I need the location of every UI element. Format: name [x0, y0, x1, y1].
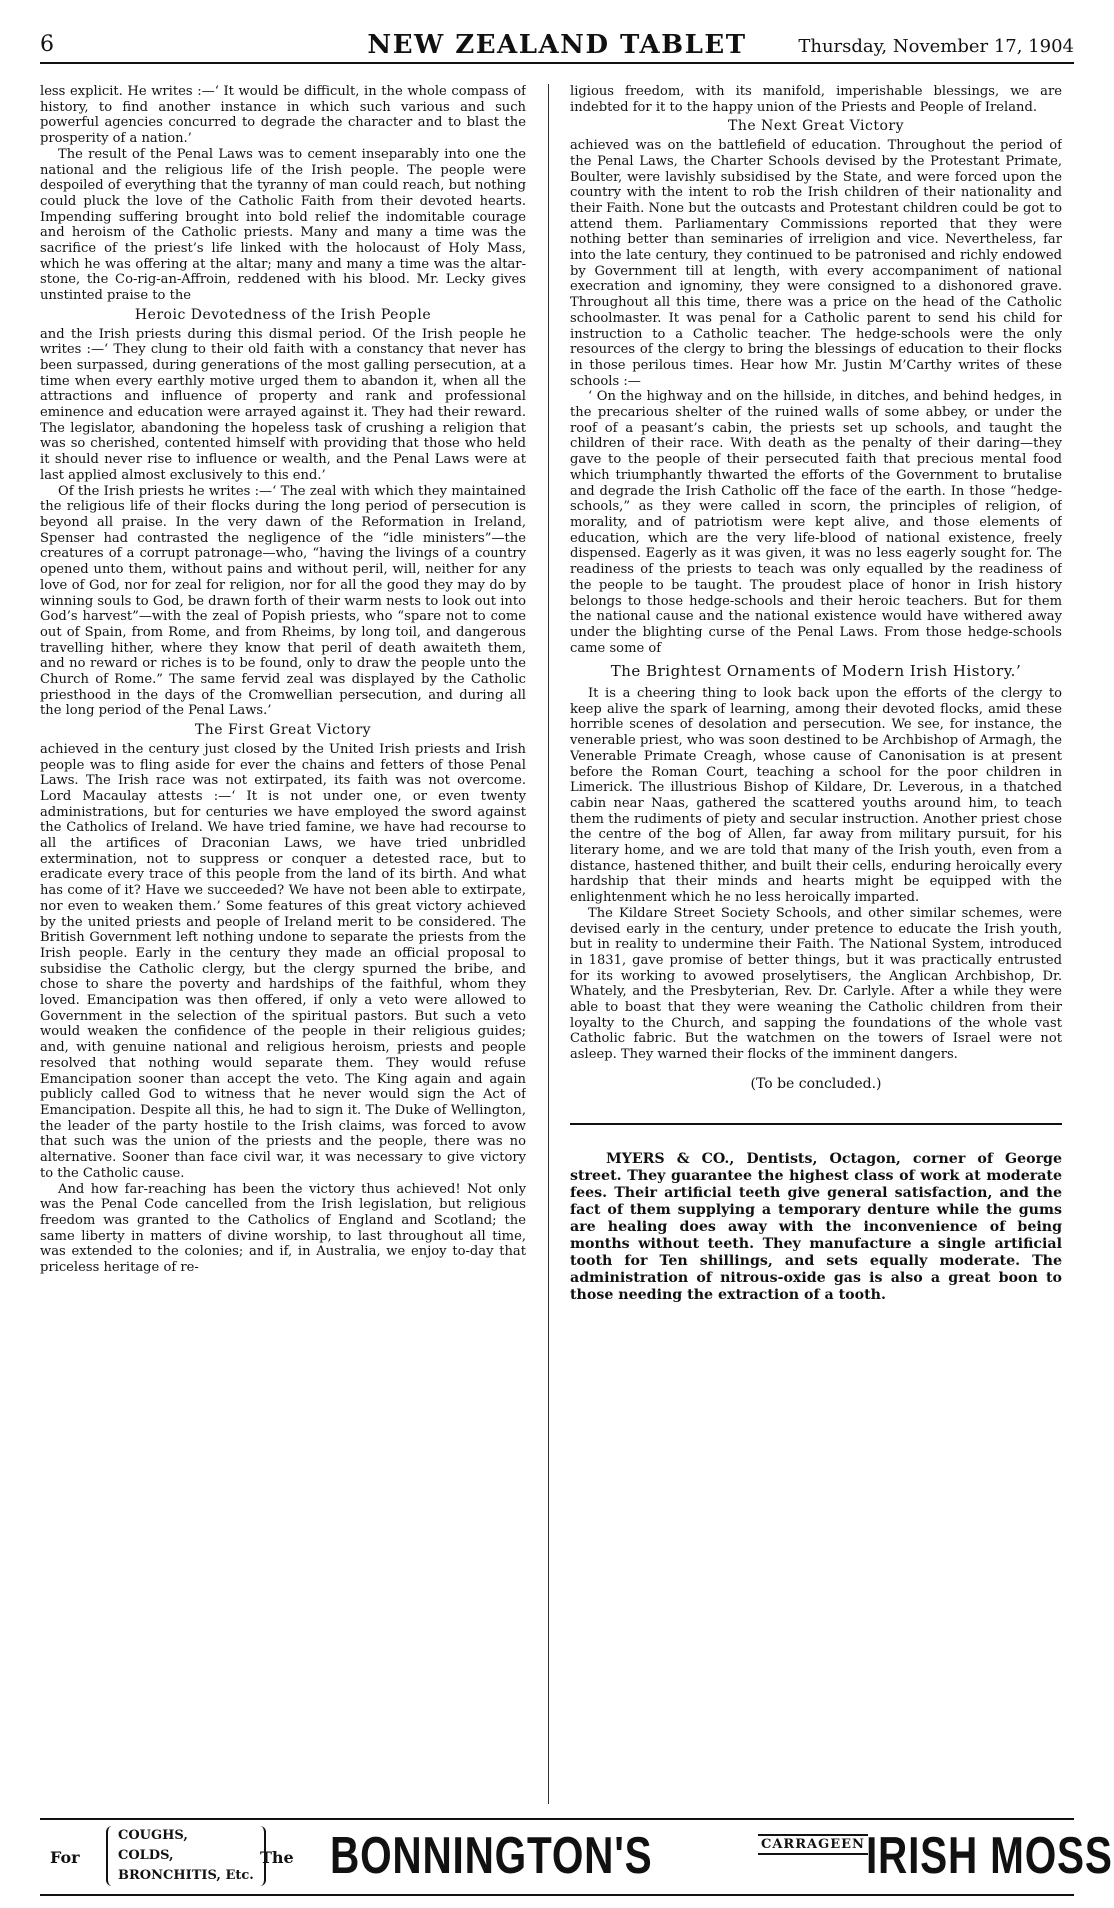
issue-date: Thursday, November 17, 1904 [798, 36, 1074, 57]
product-name: IRISH MOSS [866, 1827, 1113, 1885]
paragraph: less explicit. He writes :—‘ It would be difficult, in the whole compass of history, to find another instance in which such various and such powerful agencies concurred to degrade the character and to blast the prosperity of a nation.’ [40, 84, 526, 147]
section-heading: The Brightest Ornaments of Modern Irish History.’ [610, 662, 1022, 681]
paragraph: achieved in the century just closed by the United Irish priests and Irish people was to fling aside for ever the chains and fetters of those Penal Laws. The Irish race was not extirpated, its faith was not overcome. Lord Macaulay attests :—‘ It is not under one, or even twenty administrations, but for centuries we have employed the sword against the Catholics of Ireland. We have tried famine, we have had recourse to all the artifices of Draconian Laws, we have tried unbridled extermination, not to suppress or conquer a detested race, but to eradicate every trace of this people from the land of its birth. And what has come of it? Have we succeeded? We have not been able to extirpate, nor even to weaken them.’ Some features of this great victory achieved by the united priests and people of Ireland merit to be considered. The British Government left nothing undone to separate the priests from the Irish people. Early in the century they made an official proposal to subsidise the Catholic clergy, but the clergy spurned the bribe, and chose to share the poverty and hardships of the faithful, whom they loved. Emancipation was then offered, if only a veto were allowed to Government in the selection of the spiritual pastors. But such a veto would weaken the confidence of the people in their religious guides; and, with genuine national and religious heroism, priests and people resolved that nothing would separate them. They would refuse Emancipation sooner than accept the veto. The King again and again publicly called God to witness that he never would sign the Act of Emancipation. Despite all this, he had to sign it. The Duke of Wellington, the leader of the party hostile to the Irish claims, was forced to avow that such was the union of the priests and the people, there was no alternative. Sooner than face civil war, it was necessary to give victory to the Catholic cause. [40, 741, 526, 1181]
dentist-advert [570, 1151, 1062, 1304]
carrageen-label: CARRAGEEN [758, 1834, 868, 1855]
paragraph: It is a cheering thing to look back upon the efforts of the clergy to keep alive the spark of learning, among their devoted flocks, amid these horrible scenes of desolation and persecution. We see, for instance, the venerable priest, who was soon destined to be Archbishop of Armagh, the Venerable Primate Creagh, whose cause of Canonisation is at present before the Roman Court, teaching a school for the poor children in Limerick. The illustrious Bishop of Kildare, Dr. Leverous, in a thatched cabin near Naas, gathered the scattered youths around him, to teach them the rudiments of piety and secular instruction. Another priest chose the centre of the bog of Allen, far away from military pursuit, for his literary home, and we are told that many of the Irish youth, even from a distance, hastened thither, and built their cells, enduring heroically every hardship that their minds and hearts might be equipped with the enlightenment which he no less heroically imparted. [570, 686, 1062, 906]
advert-divider [570, 1123, 1062, 1125]
ailment-item: COUGHS, [118, 1828, 188, 1843]
paragraph: achieved was on the battlefield of education. Throughout the period of the Penal Laws, the Charter Schools devised by the Protestant Primate, Boulter, were lavishly subsidised by the State, and were forced upon the country with the intent to rob the Irish children of their nationality and their Faith. None but the outcasts and Protestant children could be got to attend them. Parliamentary Commissions reported that they were nothing better than seminaries of irreligion and vice. Nevertheless, far into the late century, they continued to be patronised and richly endowed by Government till at length, with every accompaniment of national execration and ignominy, they were consigned to a dishonored grave. Throughout all this time, there was a price on the head of the Catholic schoolmaster. It was penal for a Catholic parent to send his child for instruction to a Catholic teacher. The hedge-schools were the only resources of the clergy to bring the blessings of education to their flocks in those perilous times. Hear how Mr. Justin M’Carthy writes of these schools :— [570, 138, 1062, 389]
section-heading: Heroic Devotedness of the Irish People [134, 306, 432, 323]
ailment-item: BRONCHITIS, Etc. [118, 1868, 254, 1883]
paragraph: The Kildare Street Society Schools, and other similar schemes, were devised early in the century, under pretence to educate the Irish youth, but in reality to undermine their Faith. The National System, introduced in 1831, gave promise of better things, but it was practically entrusted for its working to avowed proselytisers, the Anglican Archbishop, Dr. Whately, and the Presbyterian, Rev. Dr. Carlyle. After a while they were able to boast that they were weaning the Catholic children from their loyalty to the Church, and sapping the foundations of the whole vast Catholic fabric. But the watchmen on the towers of Israel were not asleep. They warned their flocks of the imminent dangers. [570, 905, 1062, 1063]
ailment-item: COLDS, [118, 1848, 174, 1863]
paragraph: ligious freedom, with its manifold, imperishable blessings, we are indebted for it to the happy union of the Priests and People of Ireland. [570, 84, 1062, 115]
page-number: 6 [40, 32, 54, 57]
paragraph: The result of the Penal Laws was to cement inseparably into one the national and the religious life of the Irish people. The people were despoiled of everything that the tyranny of man could reach, but nothing could pluck the love of the Catholic Faith from their devoted hearts. Impending suffering brought into bold relief the indomitable courage and heroism of the Catholic priests. Many and many a time was the sacrifice of the priest’s life linked with the holocaust of Holy Mass, which he was offering at the altar; many and many a time was the altar-stone, the Co-rig-an-Affroin, reddened with his blood. Mr. Lecky gives unstinted praise to the [40, 146, 526, 304]
footer-for-label: For [50, 1848, 80, 1867]
column-divider [548, 84, 549, 1804]
page-header [40, 24, 1074, 64]
paragraph: Of the Irish priests he writes :—‘ The zeal with which they maintained the religious life of their flocks during the long period of persecution is beyond all praise. In the very dawn of the Reformation in Ireland, Spenser had contrasted the negligence of the “idle ministers”—the creatures of a corrupt patronage—who, “having the livings of a country opened unto them, without pains and without peril, will, neither for any love of God, nor for zeal for religion, nor for all the good they may do by winning souls to God, be drawn forth of their warm nests to look out into God’s harvest”—with the zeal of Popish priests, who “spare not to come out of Spain, from Rome, and from Rheims, by long toil, and dangerous travelling hither, where they know that peril of death awaiteth them, and no reward or riches is to be found, only to draw the people unto the Church of Rome.” The same fervid zeal was displayed by the Catholic priesthood in the days of the Cromwellian persecution, and during all the long period of the Penal Laws.’ [40, 483, 526, 719]
left-column [40, 84, 526, 1802]
paragraph: And how far-reaching has been the victory thus achieved! Not only was the Penal Code cancelled from the Irish legislation, but religious freedom was granted to the Catholics of England and Scotland; the same liberty in matters of divine worship, to last throughout all time, was extended to the colonies; and if, in Australia, we enjoy to-day that priceless heritage of re- [40, 1181, 526, 1276]
section-heading: The Next Great Victory [727, 118, 905, 135]
section-heading: The First Great Victory [194, 722, 372, 739]
masthead-title: NEW ZEALAND TABLET [367, 30, 747, 60]
advert-text: MYERS & CO., Dentists, Octagon, corner of George street. They guarantee the highest class of work at moderate fees. Their artificial teeth give general satisfaction, and the fact of them supplying a temporary denture while the gums are healing does away with the inconvenience of being months without teeth. They manufacture a single artificial tooth for Ten shillings, and sets equally moderate. The administration of nitrous-oxide gas is also a great boon to those needing the extraction of a tooth. [570, 1150, 1062, 1303]
ailment-list [106, 1826, 266, 1886]
to-be-concluded: (To be concluded.) [750, 1075, 882, 1092]
quotation: ‘ On the highway and on the hillside, in ditches, and behind hedges, in the precarious shelter of the ruined walls of some abbey, or under the roof of a peasant’s cabin, the priests set up schools, and taught the children of their race. With death as the penalty of their daring—they gave to the people of their persecuted faith that precious mental food which triumphantly thwarted the efforts of the Government to brutalise and degrade the Irish Catholic off the face of the earth. In those “hedge-schools,” as they were called in scorn, the principles of religion, of morality, and of patriotism were kept alive, and those elements of education, which are the very life-blood of national existence, freely dispensed. Eagerly as it was given, it was no less eagerly sought for. The readiness of the priests to teach was only equalled by the readiness of the people to be taught. The proudest place of honor in Irish history belongs to those hedge-schools and their heroic teachers. But for them the national cause and the national existence would have withered away under the blighting curse of the Penal Laws. From those hedge-schools came some of [570, 389, 1062, 656]
footer-advert [40, 1818, 1113, 1896]
right-column [570, 84, 1062, 1534]
footer-the-label: The [260, 1848, 294, 1867]
paragraph: and the Irish priests during this dismal period. Of the Irish people he writes :—‘ They clung to their old faith with a constancy that never has been surpassed, during generations of the most galling persecution, at a time when every earthly motive urged them to abandon it, when all the attractions and influence of property and rank and professional eminence and education were arrayed against it. They had their reward. The legislator, abandoning the hopeless task of crushing a religion that was so cherished, contented himself with providing that those who held it should never rise to influence or wealth, and the Penal Laws were at last applied almost exclusively to this end.’ [40, 326, 526, 483]
brand-name: BONNINGTON'S [330, 1827, 653, 1885]
